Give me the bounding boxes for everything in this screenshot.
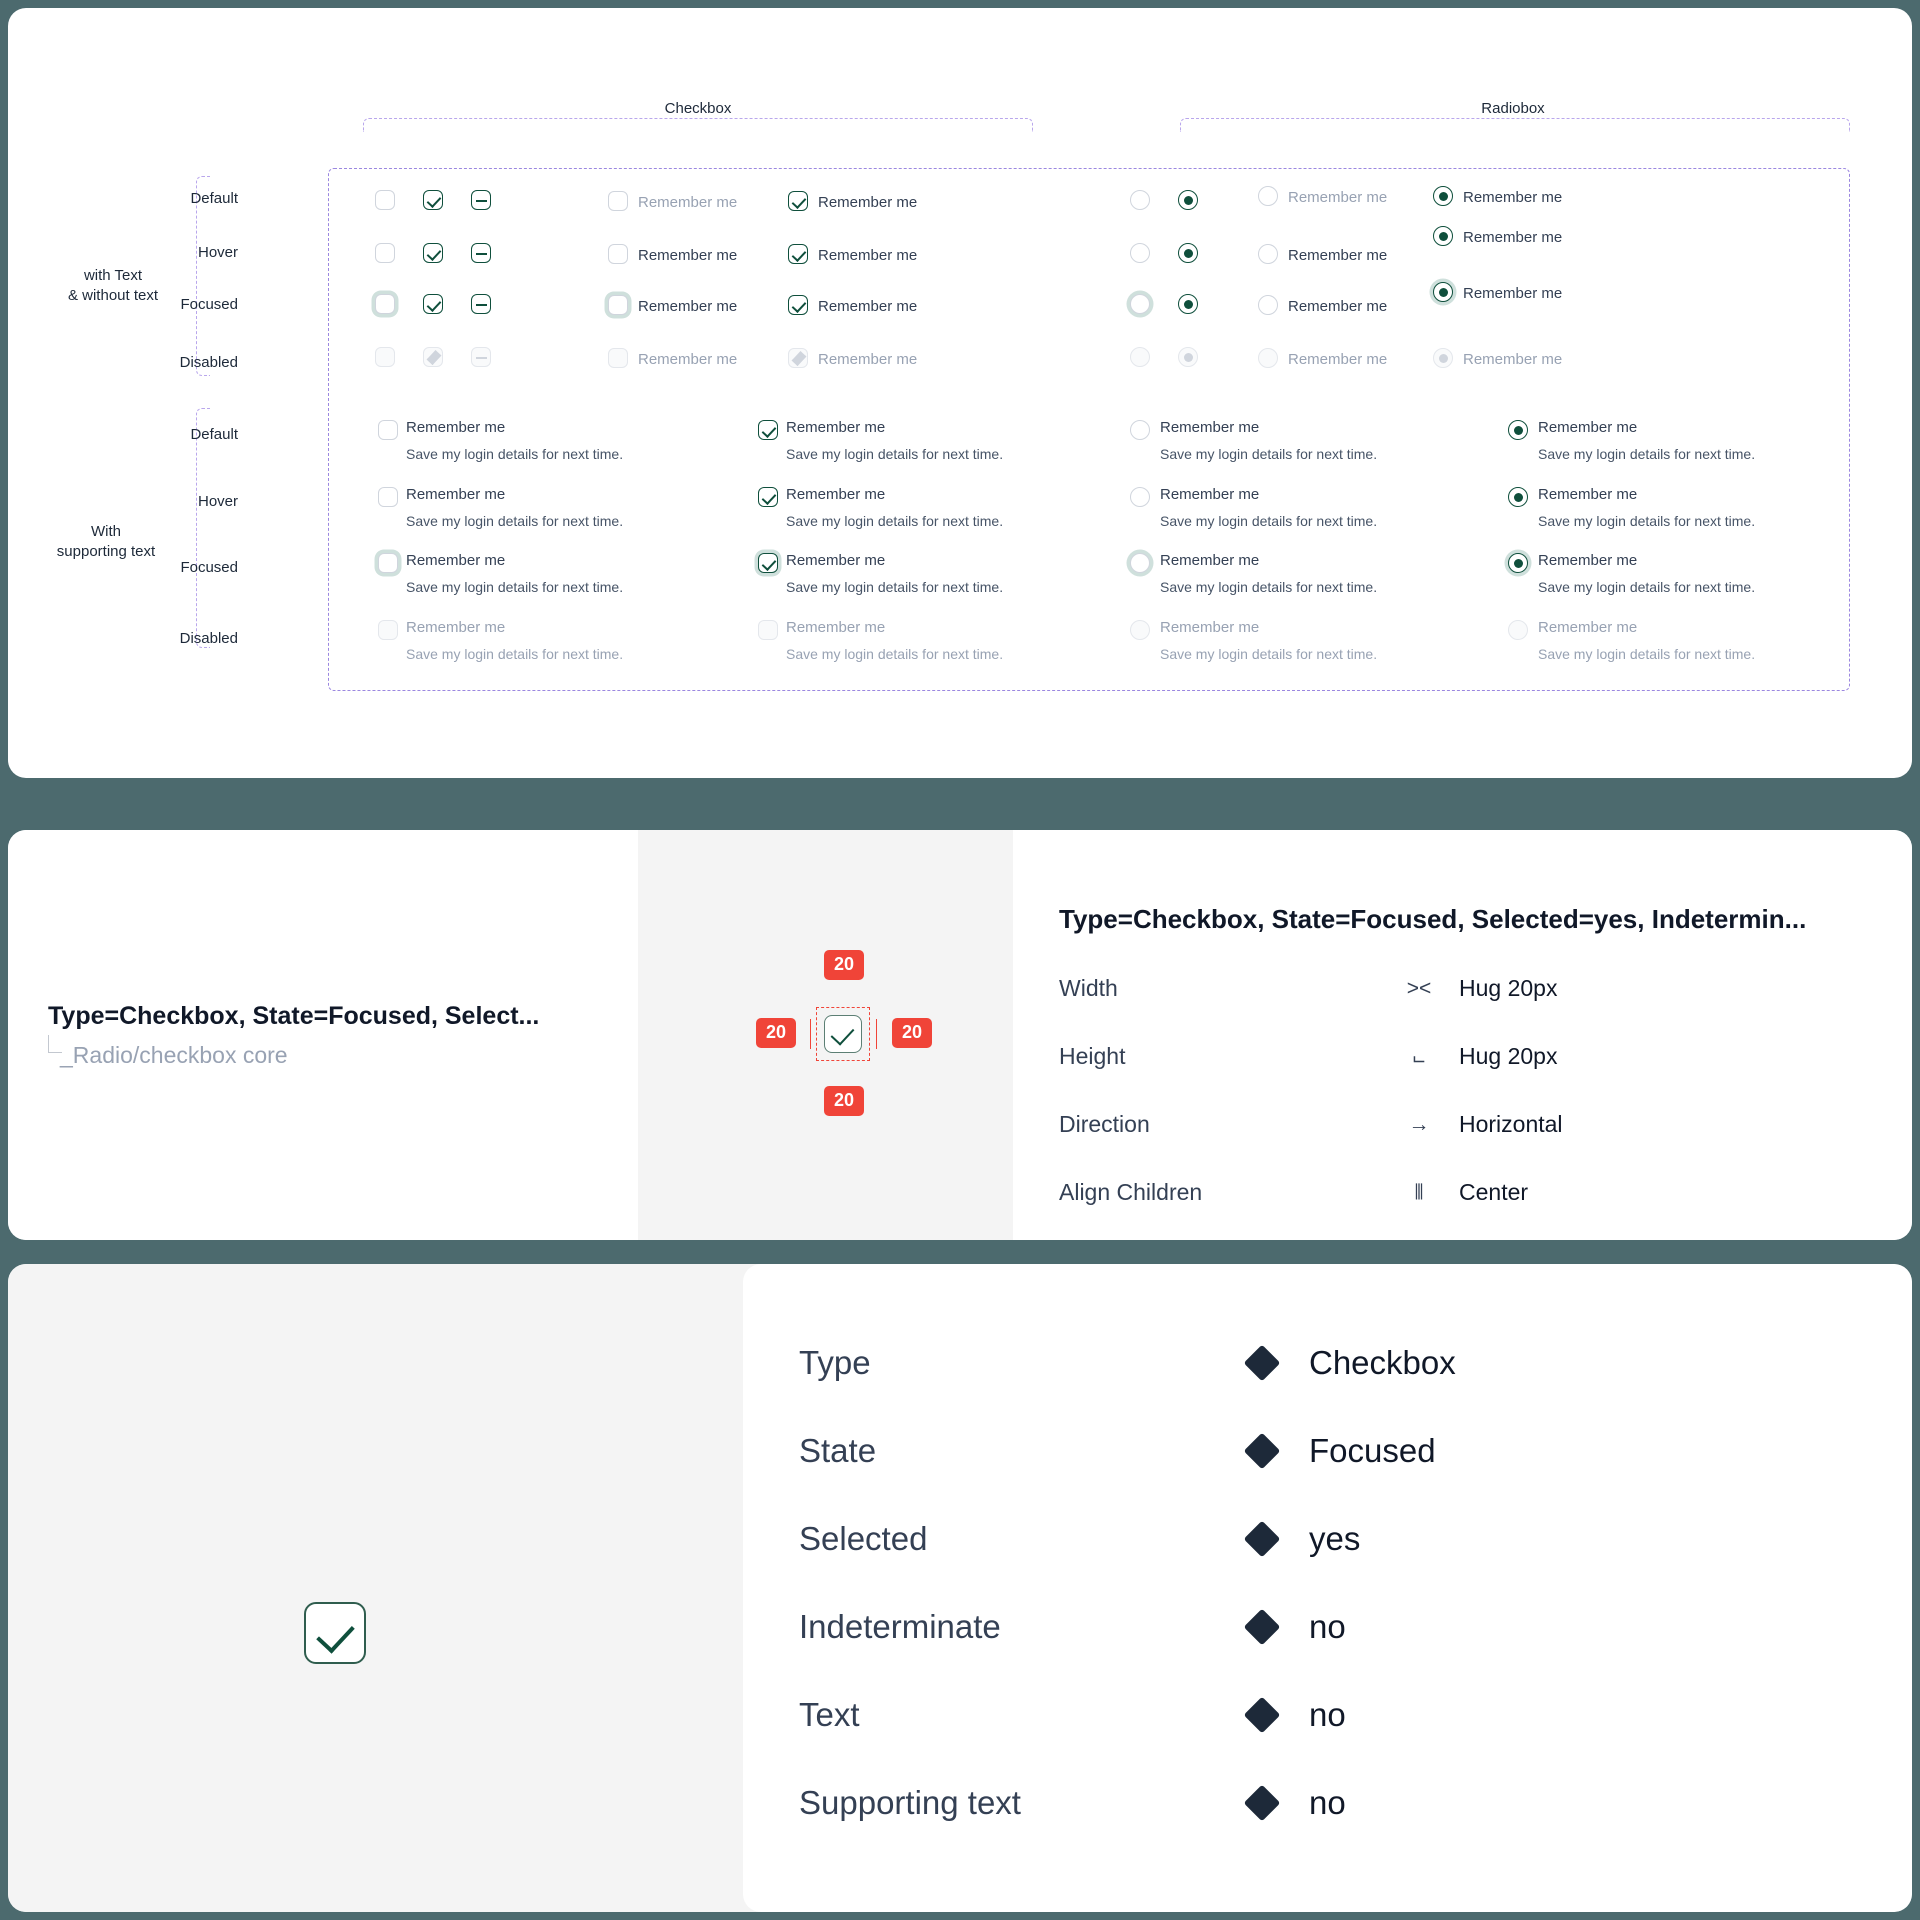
- supp-checkbox-hover-checked-sub: Save my login details for next time.: [786, 513, 1004, 529]
- spec-tick-right: [876, 1019, 877, 1049]
- supp-checkbox-default-unchecked[interactable]: [378, 420, 398, 440]
- property-row-align-children: [1059, 1179, 1889, 1213]
- side-bracket-supporting: [196, 408, 210, 648]
- component-title: Type=Checkbox, State=Focused, Select...: [48, 1002, 540, 1030]
- variant-key-selected: Selected: [799, 1520, 928, 1557]
- variant-value-indeterminate[interactable]: no: [1309, 1608, 1346, 1645]
- supp-radio-disabled-selected-sub: Save my login details for next time.: [1538, 646, 1756, 662]
- properties-heading: Type=Checkbox, State=Focused, Selected=yes, Indetermin...: [1059, 904, 1807, 934]
- supp-radio-default-selected-label: Remember me: [1538, 419, 1638, 436]
- spacing-badge-top: 20: [824, 950, 864, 980]
- variant-diamond-icon-text: [1244, 1697, 1281, 1734]
- supp-checkbox-default-sub: Save my login details for next time.: [406, 446, 624, 462]
- radio-text-hover-unselected[interactable]: [1258, 244, 1278, 264]
- property-key-width: Width: [1059, 975, 1118, 1001]
- variant-row-indeterminate: [799, 1608, 1799, 1658]
- state-label-default-bottom: Default: [190, 426, 238, 443]
- supp-radio-focused-label: Remember me: [1160, 552, 1260, 569]
- property-value-direction[interactable]: Horizontal: [1459, 1111, 1563, 1137]
- variant-diamond-icon-selected: [1244, 1521, 1281, 1558]
- checkbox-text-hover-checked[interactable]: [788, 244, 808, 264]
- supp-checkbox-focused-checked-sub: Save my login details for next time.: [786, 579, 1004, 595]
- variant-row-type: [799, 1344, 1799, 1394]
- radio-text-hover-label: Remember me: [1288, 247, 1388, 264]
- supp-radio-hover-selected-sub: Save my login details for next time.: [1538, 513, 1756, 529]
- variant-row-selected: [799, 1520, 1799, 1570]
- checkbox-hover-indeterminate[interactable]: [471, 243, 491, 263]
- group-label-radiobox: Radiobox: [1481, 100, 1545, 117]
- variant-diamond-icon-type: [1244, 1345, 1281, 1382]
- variant-value-supporting-text[interactable]: no: [1309, 1784, 1346, 1821]
- supp-checkbox-disabled-checked: [758, 620, 778, 640]
- variant-key-supporting-text: Supporting text: [799, 1784, 1021, 1821]
- variant-diamond-icon-state: [1244, 1433, 1281, 1470]
- supp-radio-hover-unselected[interactable]: [1130, 487, 1150, 507]
- checkbox-disabled-unchecked: [375, 347, 395, 367]
- variant-value-text[interactable]: no: [1309, 1696, 1346, 1733]
- supp-radio-default-selected-sub: Save my login details for next time.: [1538, 446, 1756, 462]
- radio-text-focused-selected[interactable]: [1433, 282, 1453, 302]
- checkbox-disabled-checked: [423, 347, 443, 367]
- state-label-hover-bottom: Hover: [197, 493, 238, 510]
- supp-radio-default-label: Remember me: [1160, 419, 1260, 436]
- supp-radio-focused-selected[interactable]: [1508, 553, 1528, 573]
- radio-default-selected[interactable]: [1178, 190, 1198, 210]
- hug-height-icon: ⨽: [1412, 1045, 1426, 1068]
- group-bracket-radiobox: [1180, 118, 1850, 132]
- spacing-badge-left: 20: [756, 1018, 796, 1048]
- spacing-badge-right: 20: [892, 1018, 932, 1048]
- supp-checkbox-focused-unchecked[interactable]: [378, 553, 398, 573]
- variant-key-state: State: [799, 1432, 877, 1469]
- state-label-focused-bottom: Focused: [180, 559, 238, 576]
- component-subtitle: _Radio/checkbox core: [60, 1042, 288, 1068]
- checkbox-hover-unchecked[interactable]: [375, 243, 395, 263]
- spacing-badge-bottom: 20: [824, 1086, 864, 1116]
- variant-row-state: [799, 1432, 1799, 1482]
- supp-checkbox-disabled-unchecked: [378, 620, 398, 640]
- supp-radio-disabled-label: Remember me: [1160, 619, 1260, 636]
- supp-radio-default-selected[interactable]: [1508, 420, 1528, 440]
- checkbox-text-hover-checked-label: Remember me: [818, 247, 918, 264]
- variant-value-selected[interactable]: yes: [1309, 1520, 1361, 1557]
- supp-radio-default-sub: Save my login details for next time.: [1160, 446, 1378, 462]
- radio-text-disabled-selected-label: Remember me: [1463, 351, 1563, 368]
- supp-checkbox-disabled-label: Remember me: [406, 619, 506, 636]
- supp-radio-hover-selected[interactable]: [1508, 487, 1528, 507]
- radio-default-unselected[interactable]: [1130, 190, 1150, 210]
- checkbox-default-indeterminate[interactable]: [471, 190, 491, 210]
- supp-checkbox-focused-sub: Save my login details for next time.: [406, 579, 624, 595]
- property-key-direction: Direction: [1059, 1111, 1150, 1137]
- checkbox-text-default-label: Remember me: [638, 194, 738, 211]
- radio-text-default-selected[interactable]: [1433, 186, 1453, 206]
- supp-checkbox-hover-checked[interactable]: [758, 487, 778, 507]
- align-center-icon: ⦀: [1414, 1181, 1424, 1204]
- checkbox-text-default-checked[interactable]: [788, 191, 808, 211]
- radio-text-focused-label: Remember me: [1288, 298, 1388, 315]
- radio-text-default-unselected[interactable]: [1258, 186, 1278, 206]
- supp-checkbox-default-checked[interactable]: [758, 420, 778, 440]
- variant-properties-pane: [743, 1264, 1912, 1912]
- properties-list-pane: [1013, 830, 1912, 1240]
- radio-text-disabled-label: Remember me: [1288, 351, 1388, 368]
- variant-value-state[interactable]: Focused: [1309, 1432, 1436, 1469]
- variant-row-text: [799, 1696, 1799, 1746]
- spec-preview-pane: [638, 830, 1013, 1240]
- radio-text-disabled-unselected: [1258, 348, 1278, 368]
- checkbox-default-checked[interactable]: [423, 190, 443, 210]
- state-label-disabled-top: Disabled: [179, 354, 238, 371]
- state-label-focused-top: Focused: [180, 296, 238, 313]
- supp-radio-hover-selected-label: Remember me: [1538, 486, 1638, 503]
- component-matrix-panel: [8, 8, 1912, 778]
- spec-tick-left: [810, 1019, 811, 1049]
- checkbox-text-default-unchecked[interactable]: [608, 191, 628, 211]
- supp-radio-disabled-selected: [1508, 620, 1528, 640]
- side-label-line1: with Text: [83, 267, 143, 284]
- side-label2-line1: With: [91, 523, 121, 540]
- supp-radio-hover-label: Remember me: [1160, 486, 1260, 503]
- supp-checkbox-focused-checked-label: Remember me: [786, 552, 886, 569]
- radio-text-hover-selected-label: Remember me: [1463, 229, 1563, 246]
- radio-text-focused-selected-label: Remember me: [1463, 285, 1563, 302]
- state-label-disabled-bottom: Disabled: [179, 630, 238, 647]
- radio-text-hover-selected[interactable]: [1433, 226, 1453, 246]
- side-label-supporting: [26, 522, 186, 563]
- hug-width-icon: ><: [1406, 977, 1432, 1000]
- property-row-height: [1059, 1043, 1889, 1077]
- property-row-direction: [1059, 1111, 1889, 1145]
- state-label-hover-top: Hover: [197, 244, 238, 261]
- radio-focused-unselected[interactable]: [1130, 294, 1150, 314]
- supp-checkbox-default-checked-sub: Save my login details for next time.: [786, 446, 1004, 462]
- variant-panel: [8, 1264, 1912, 1912]
- radio-hover-unselected[interactable]: [1130, 243, 1150, 263]
- radio-text-default-label: Remember me: [1288, 189, 1388, 206]
- variant-diamond-icon-indeterminate: [1244, 1609, 1281, 1646]
- checkbox-disabled-indeterminate: [471, 347, 491, 367]
- property-value-height[interactable]: Hug 20px: [1459, 1043, 1558, 1069]
- state-label-default-top: Default: [190, 190, 238, 207]
- spec-checkbox-preview: [824, 1015, 862, 1053]
- supp-checkbox-default-label: Remember me: [406, 419, 506, 436]
- checkbox-default-unchecked[interactable]: [375, 190, 395, 210]
- supp-checkbox-disabled-sub: Save my login details for next time.: [406, 646, 624, 662]
- supp-checkbox-disabled-checked-label: Remember me: [786, 619, 886, 636]
- property-value-align-children[interactable]: Center: [1459, 1179, 1529, 1205]
- variant-row-supporting-text: [799, 1784, 1799, 1834]
- property-value-width[interactable]: Hug 20px: [1459, 975, 1558, 1001]
- supp-radio-focused-selected-sub: Save my login details for next time.: [1538, 579, 1756, 595]
- group-bracket-checkbox: [363, 118, 1033, 132]
- properties-panel: [8, 830, 1912, 1240]
- supp-radio-focused-unselected[interactable]: [1130, 553, 1150, 573]
- radio-hover-selected[interactable]: [1178, 243, 1198, 263]
- supp-checkbox-default-checked-label: Remember me: [786, 419, 886, 436]
- checkbox-text-hover-label: Remember me: [638, 247, 738, 264]
- variant-key-indeterminate: Indeterminate: [799, 1608, 1001, 1645]
- checkbox-text-focused-label: Remember me: [638, 298, 738, 315]
- radio-disabled-unselected: [1130, 347, 1150, 367]
- supp-radio-hover-sub: Save my login details for next time.: [1160, 513, 1378, 529]
- arrow-right-icon: →: [1408, 1113, 1430, 1136]
- checkbox-text-focused-checked[interactable]: [788, 295, 808, 315]
- checkbox-hover-checked[interactable]: [423, 243, 443, 263]
- radio-text-disabled-selected: [1433, 348, 1453, 368]
- variant-key-type: Type: [799, 1344, 871, 1381]
- variant-preview-pane: [8, 1264, 743, 1912]
- checkbox-text-disabled-checked-label: Remember me: [818, 351, 918, 368]
- checkbox-text-hover-unchecked[interactable]: [608, 244, 628, 264]
- property-key-height: Height: [1059, 1043, 1126, 1069]
- radio-text-focused-unselected[interactable]: [1258, 295, 1278, 315]
- side-label2-line2: supporting text: [56, 543, 156, 561]
- group-label-checkbox: Checkbox: [664, 100, 732, 117]
- variant-key-text: Text: [799, 1696, 860, 1733]
- checkbox-text-focused-checked-label: Remember me: [818, 298, 918, 315]
- supp-checkbox-hover-checked-label: Remember me: [786, 486, 886, 503]
- checkbox-text-disabled-checked: [788, 348, 808, 368]
- checkbox-text-disabled-unchecked: [608, 348, 628, 368]
- supp-radio-focused-selected-label: Remember me: [1538, 552, 1638, 569]
- radio-focused-selected[interactable]: [1178, 294, 1198, 314]
- component-identity-pane: [8, 830, 638, 1240]
- side-label-line2: & without text: [67, 287, 159, 305]
- checkbox-large-preview[interactable]: [304, 1602, 366, 1664]
- checkbox-text-focused-unchecked[interactable]: [608, 295, 628, 315]
- supp-checkbox-hover-label: Remember me: [406, 486, 506, 503]
- checkbox-focused-checked[interactable]: [423, 294, 443, 314]
- property-row-width: [1059, 975, 1889, 1009]
- supp-checkbox-hover-unchecked[interactable]: [378, 487, 398, 507]
- checkbox-text-default-checked-label: Remember me: [818, 194, 918, 211]
- radio-disabled-selected: [1178, 347, 1198, 367]
- supp-checkbox-disabled-checked-sub: Save my login details for next time.: [786, 646, 1004, 662]
- variant-diamond-icon-supporting-text: [1244, 1785, 1281, 1822]
- supp-checkbox-hover-sub: Save my login details for next time.: [406, 513, 624, 529]
- checkbox-text-disabled-label: Remember me: [638, 351, 738, 368]
- property-key-align-children: Align Children: [1059, 1179, 1203, 1205]
- radio-text-default-selected-label: Remember me: [1463, 189, 1563, 206]
- supp-radio-disabled-selected-label: Remember me: [1538, 619, 1638, 636]
- supp-radio-default-unselected[interactable]: [1130, 420, 1150, 440]
- supp-checkbox-focused-label: Remember me: [406, 552, 506, 569]
- checkbox-focused-indeterminate[interactable]: [471, 294, 491, 314]
- variant-value-type[interactable]: Checkbox: [1309, 1344, 1456, 1381]
- supp-checkbox-focused-checked[interactable]: [758, 553, 778, 573]
- supp-radio-focused-sub: Save my login details for next time.: [1160, 579, 1378, 595]
- checkbox-focused-unchecked[interactable]: [375, 294, 395, 314]
- supp-radio-disabled-unselected: [1130, 620, 1150, 640]
- supp-radio-disabled-sub: Save my login details for next time.: [1160, 646, 1378, 662]
